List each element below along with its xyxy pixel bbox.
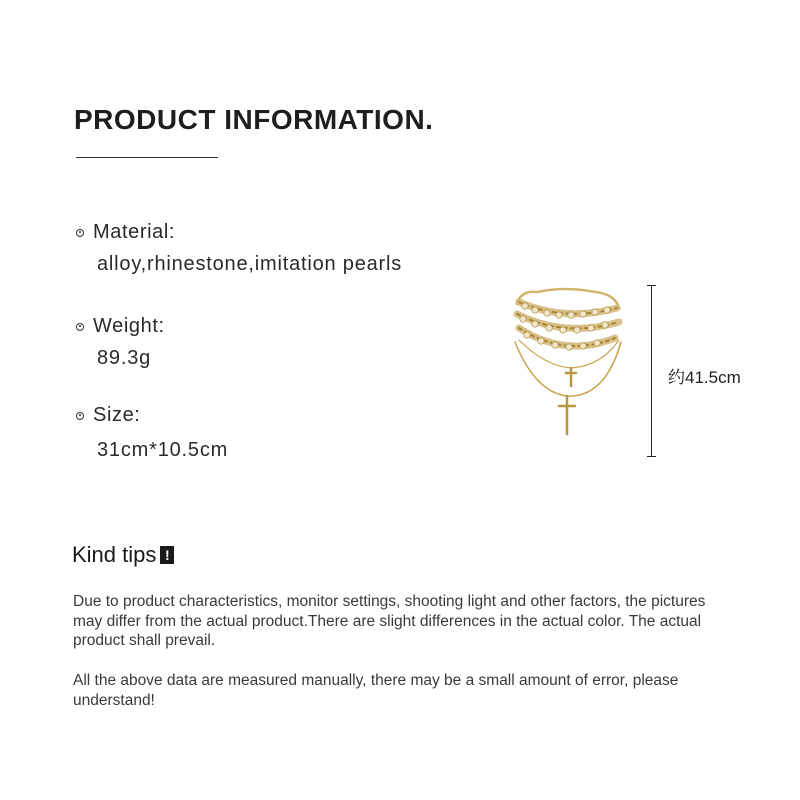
kind-tips-title: Kind tips (72, 542, 157, 567)
dimension-cap-top (647, 285, 656, 286)
tips-paragraph-2: All the above data are measured manually, there may be a small amount of error, please understand! (73, 672, 679, 709)
size-label: Size: (93, 404, 141, 426)
material-value: alloy,rhinestone,imitation pearls (97, 253, 403, 275)
material-label: Material: (93, 221, 176, 243)
weight-label: Weight: (93, 315, 165, 337)
spec-size (76, 404, 228, 462)
dimension-line (651, 285, 652, 456)
warning-icon: ! (160, 546, 174, 564)
spec-weight (76, 315, 165, 370)
tips-paragraph-1: Due to product characteristics, monitor settings, shooting light and other factors, the pictures may differ from the actual product.There are slight differences in the actual color. The actual product shall prevail. (73, 593, 706, 649)
title-underline (76, 157, 218, 158)
bullet-icon (76, 229, 84, 237)
weight-value: 89.3g (97, 347, 152, 369)
size-value: 31cm*10.5cm (97, 439, 229, 461)
kind-tips-heading (72, 542, 174, 568)
page-title: PRODUCT INFORMATION. (74, 104, 434, 135)
bullet-icon (76, 412, 84, 420)
dimension-label: 约41.5cm (668, 368, 741, 387)
spec-material (76, 221, 402, 276)
necklace-image (505, 282, 630, 447)
bullet-icon (76, 323, 84, 331)
dimension-cap-bottom (647, 456, 656, 457)
